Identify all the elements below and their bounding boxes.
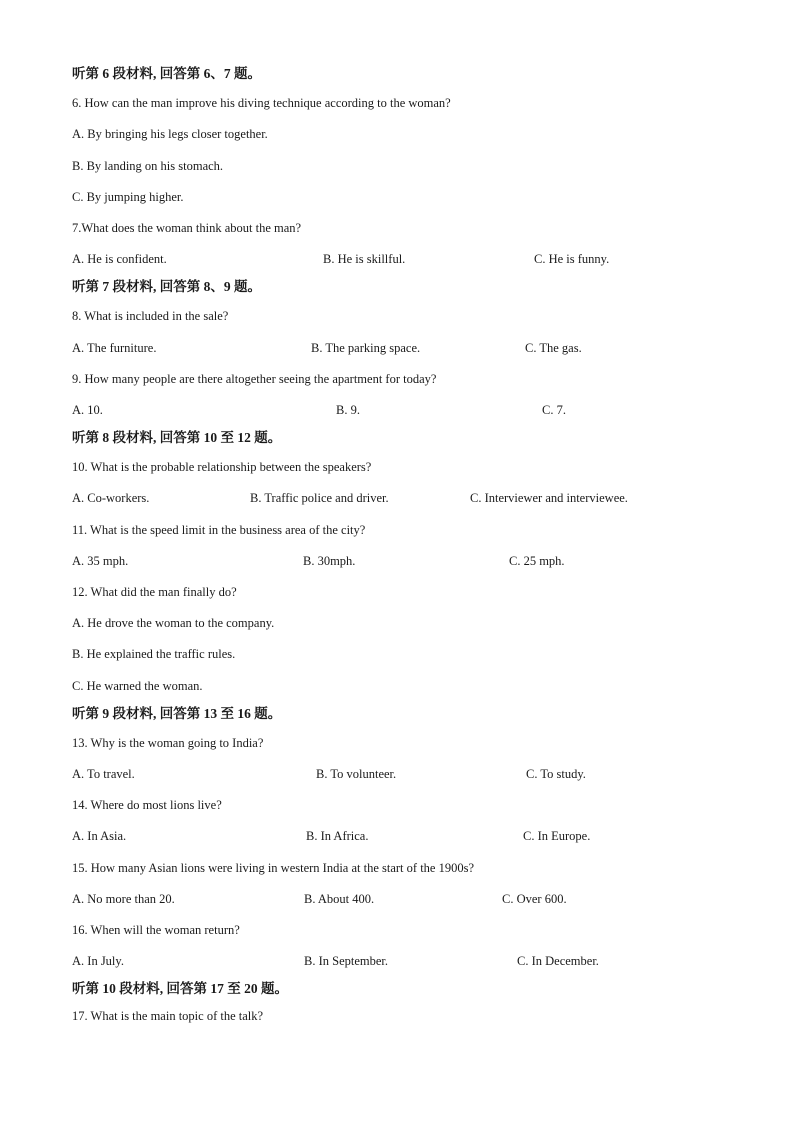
option-12a: A. He drove the woman to the company. [72,616,275,630]
option-12b: B. He explained the traffic rules. [72,647,236,661]
question-9: 9. How many people are there altogether seeing the apartment for today? [72,372,437,386]
option-9b: B. 9. [336,403,360,417]
question-13: 13. Why is the woman going to India? [72,736,264,750]
option-13c: C. To study. [526,767,586,781]
option-9c: C. 7. [542,403,566,417]
option-15a: A. No more than 20. [72,892,175,906]
section-heading: 听第 9 段材料, 回答第 13 至 16 题。 [72,706,282,721]
question-11: 11. What is the speed limit in the business area of the city? [72,523,366,537]
section-heading: 听第 10 段材料, 回答第 17 至 20 题。 [72,981,288,996]
question-17: 17. What is the main topic of the talk? [72,1009,264,1023]
section-heading: 听第 6 段材料, 回答第 6、7 题。 [72,66,261,81]
option-7c: C. He is funny. [534,252,610,266]
question-14: 14. Where do most lions live? [72,798,222,812]
question-12: 12. What did the man finally do? [72,585,237,599]
question-8: 8. What is included in the sale? [72,309,229,323]
option-7b: B. He is skillful. [323,252,406,266]
option-16c: C. In December. [517,954,599,968]
question-10: 10. What is the probable relationship between the speakers? [72,460,372,474]
question-15: 15. How many Asian lions were living in western India at the start of the 1900s? [72,861,475,875]
question-7: 7.What does the woman think about the man? [72,221,302,235]
option-8a: A. The furniture. [72,341,157,355]
option-11a: A. 35 mph. [72,554,129,568]
option-8c: C. The gas. [525,341,582,355]
option-9a: A. 10. [72,403,103,417]
option-11b: B. 30mph. [303,554,356,568]
section-heading: 听第 8 段材料, 回答第 10 至 12 题。 [72,430,282,445]
option-7a: A. He is confident. [72,252,167,266]
option-14c: C. In Europe. [523,829,591,843]
option-13b: B. To volunteer. [316,767,397,781]
section-heading: 听第 7 段材料, 回答第 8、9 题。 [72,279,261,294]
option-10a: A. Co-workers. [72,491,150,505]
option-6c: C. By jumping higher. [72,190,184,204]
option-6b: B. By landing on his stomach. [72,159,224,173]
option-10b: B. Traffic police and driver. [250,491,389,505]
option-6a: A. By bringing his legs closer together. [72,127,268,141]
question-16: 16. When will the woman return? [72,923,240,937]
option-16b: B. In September. [304,954,389,968]
question-6: 6. How can the man improve his diving technique according to the woman? [72,96,451,110]
option-14b: B. In Africa. [306,829,369,843]
option-15b: B. About 400. [304,892,375,906]
option-12c: C. He warned the woman. [72,679,203,693]
option-15c: C. Over 600. [502,892,567,906]
option-8b: B. The parking space. [311,341,421,355]
option-16a: A. In July. [72,954,124,968]
option-11c: C. 25 mph. [509,554,565,568]
option-10c: C. Interviewer and interviewee. [470,491,628,505]
option-14a: A. In Asia. [72,829,127,843]
option-13a: A. To travel. [72,767,135,781]
